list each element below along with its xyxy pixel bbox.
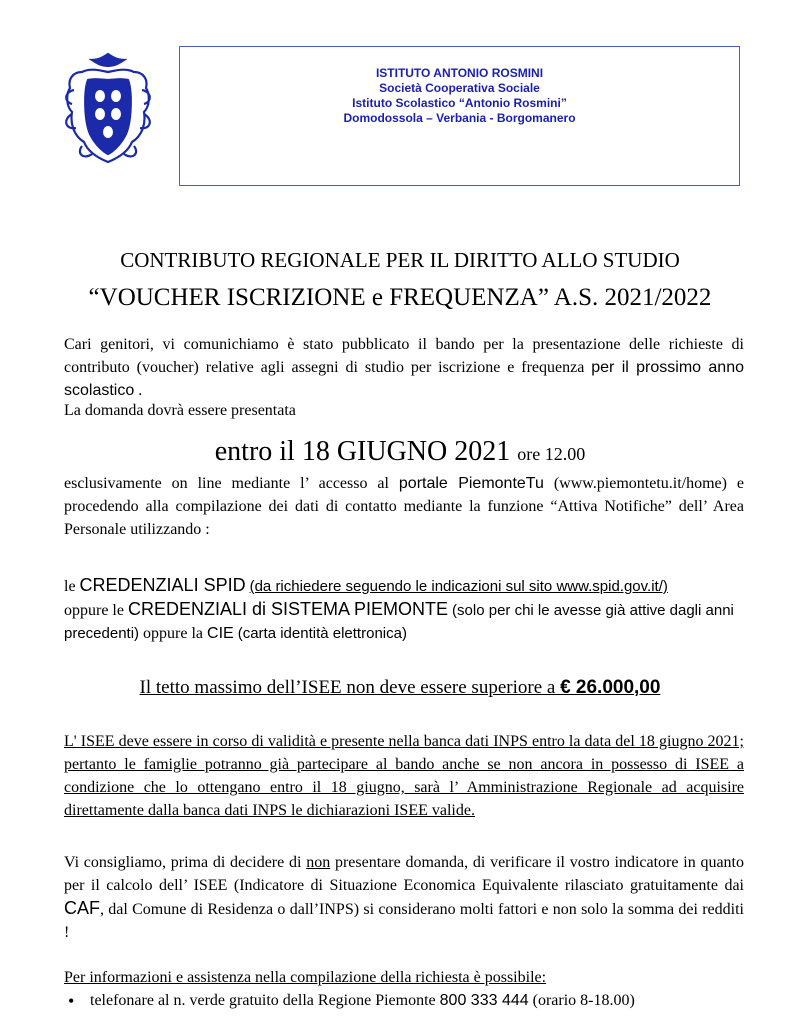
credentials-cie: CIE: [207, 625, 234, 642]
institution-name: ISTITUTO ANTONIO ROSMINI: [375, 66, 544, 80]
deadline-date: entro il 18 GIUGNO 2021: [214, 436, 511, 467]
credentials-sistema: CREDENZIALI di SISTEMA PIEMONTE: [127, 599, 449, 619]
institution-block: [179, 66, 740, 126]
intro-emphasis: per il prossimo anno scolastico: [64, 359, 744, 399]
access-text-2: (www.piemontetu.it/home) e procedendo alla compilazione dei dati di contatto mediante la funzione “Attiva Notifiche” dell’ Area Personale utilizzando :: [64, 475, 745, 538]
list-item: [64, 992, 635, 1010]
advice-caf: CAF: [64, 898, 100, 918]
advice-paragraph: [64, 851, 744, 944]
deadline-time: ore 12.00: [517, 444, 586, 464]
advice-text: Vi consigliamo, prima di decidere di: [64, 854, 307, 871]
isee-max-amount: € 26.000,00: [560, 677, 661, 698]
advice-non: non: [306, 854, 331, 871]
credentials-oppure-2: oppure la: [139, 625, 208, 642]
institution-locations: Domodossola – Verbania - Borgomanero: [343, 111, 576, 125]
isee-validity-paragraph: L' ISEE deve essere in corso di validità e presente nella banca dati INPS entro la data del 18 giugno 2021; pertanto le famiglie potranno già partecipare al bando anche se non ancora in possesso di ISEE a condizione che lo ottengano entro il 18 giugno, sarà l’ Amministrazione Regionale ad acquisire direttamente dalla banca dati INPS le dichiarazioni ISEE valide.: [64, 733, 744, 819]
info-heading: Per informazioni e assistenza nella compilazione della richiesta è possibile:: [64, 969, 547, 986]
access-text: esclusivamente on line mediante l’ accesso al: [64, 475, 399, 492]
advice-text-2: presentare domanda, di verificare il vostro indicatore in quanto per il calcolo dell’ ISEE (Indicatore di Situazione Economica Equivalente rilasciato gratuitamente dai: [64, 854, 744, 894]
crest-icon: [62, 50, 154, 168]
isee-max-line: [0, 677, 800, 699]
portal-link[interactable]: portale PiemonteTu: [398, 475, 544, 492]
title-line-2: “VOUCHER ISCRIZIONE e FREQUENZA” A.S. 2021/2022: [88, 284, 712, 311]
advice-text-3: , dal Comune di Residenza o dall’INPS) si considerano molti fattori e non solo la somma dei redditi !: [64, 901, 744, 941]
isee-max-text: Il tetto massimo dell’ISEE non deve essere superiore a: [139, 677, 561, 698]
credentials-sistema-note: (solo per chi le avesse già attive dagli anni precedenti): [64, 602, 734, 642]
deadline: [0, 434, 800, 472]
credentials-spid: CREDENZIALI SPID: [79, 575, 246, 595]
credentials-spid-note[interactable]: (da richiedere seguendo le indicazioni sul sito www.spid.gov.it/): [249, 578, 668, 595]
access-paragraph: [64, 472, 744, 541]
intro-end: .: [134, 382, 143, 399]
domanda-line: La domanda dovrà essere presentata: [64, 402, 296, 419]
institution-school: Istituto Scolastico “Antonio Rosmini”: [352, 96, 567, 110]
phone-number[interactable]: 800 333 444: [439, 992, 529, 1009]
institution-type: Società Cooperativa Sociale: [379, 81, 540, 95]
intro-paragraph: [64, 333, 744, 402]
credentials-paragraph: [64, 574, 744, 645]
title-line-1: CONTRIBUTO REGIONALE PER IL DIRITTO ALLO STUDIO: [120, 248, 680, 272]
list-item-text: telefonare al n. verde gratuito della Regione Piemonte: [90, 992, 440, 1009]
intro-text: Cari genitori, vi comunichiamo è stato pubblicato il bando per la presentazione delle richieste di contributo (voucher) relative agli assegni di studio per iscrizione e frequenza: [64, 336, 744, 376]
credentials-oppure-1: oppure le: [64, 602, 128, 619]
credentials-le: le: [64, 578, 80, 595]
credentials-cie-note: (carta identità elettronica): [237, 625, 407, 642]
info-list: [64, 992, 635, 1010]
list-item-hours: (orario 8-18.00): [528, 992, 635, 1009]
